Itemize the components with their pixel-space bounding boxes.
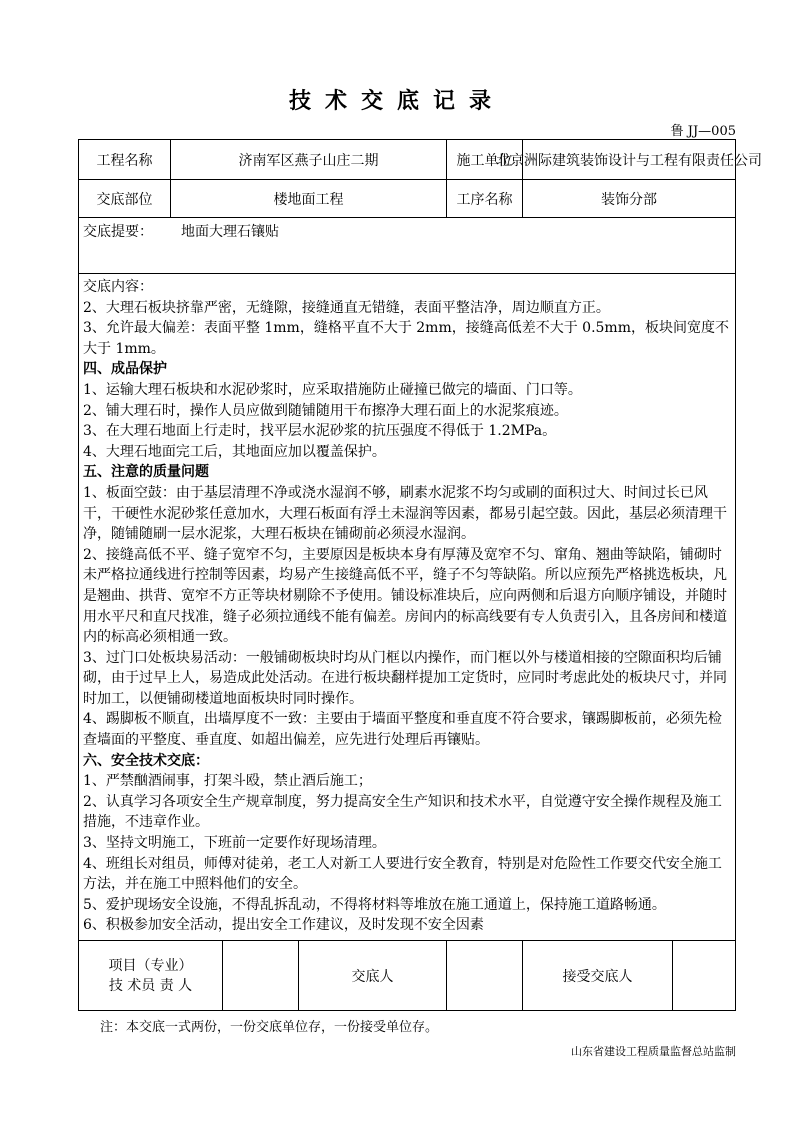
tech-lead-signature	[223, 941, 299, 1010]
content-line: 1、严禁酗酒闹事，打架斗殴，禁止酒后施工；	[83, 773, 372, 790]
receiver-label: 接受交底人	[523, 941, 673, 1010]
signature-row	[79, 940, 735, 1010]
footnote: 注：本交底一式两份，一份交底单位存，一份接受单位存。	[100, 1020, 439, 1035]
section-heading: 六、安全技术交底：	[83, 752, 209, 769]
disclosure-content	[79, 274, 735, 936]
content-line: 4、踢脚板不顺直，出墙厚度不一致：主要由于墙面平整度和垂直度不符合要求，镶踢脚板前，必须先检查墙面的平整度、垂直度、如超出偏差，应先进行处理后再镶贴。	[83, 711, 722, 749]
content-line: 3、过门口处板块易活动：一般铺砌板块时均从门框以内操作，而门框以外与楼道相接的空隙面积均后铺砌，由于过早上人，易造成此处活动。在进行板块翻样提加工定货时，应同时考虑此处的板块尺寸，并同时加工，以便铺砌楼道地面板块时同时操作。	[83, 649, 727, 707]
project-name-label: 工程名称	[79, 140, 171, 179]
part-value: 楼地面工程	[171, 180, 447, 217]
content-line: 交底内容：	[83, 279, 153, 295]
project-row	[79, 140, 762, 180]
content-line: 3、允许最大偏差：表面平整 1mm，缝格平直不大于 2mm，接缝高低差不大于 0.5mm，板块间宽度不大于 1mm。	[83, 320, 729, 357]
section-heading: 四、成品保护	[83, 361, 167, 378]
contractor-label: 施工单位	[447, 140, 523, 179]
tech-lead-label-line1: 项目（专业）	[108, 957, 193, 974]
summary-row	[79, 218, 735, 274]
process-value: 装饰分部	[601, 191, 657, 208]
tech-lead-label	[79, 941, 223, 1010]
summary-value: 地面大理石镶贴	[181, 224, 279, 240]
content-line: 4、班组长对组员，师傅对徒弟，老工人对新工人要进行安全教育，特别是对危险性工作要交代安全施工方法，并在施工中照料他们的安全。	[83, 855, 722, 893]
receiver-signature	[673, 941, 735, 1010]
process-label: 工序名称	[447, 180, 523, 217]
content-line: 2、认真学习各项安全生产规章制度，努力提高安全生产知识和技术水平，自觉遵守安全操作规程及施工措施，不违章作业。	[83, 793, 722, 831]
content-line: 2、接缝高低不平、缝子宽窄不匀，主要原因是板块本身有厚薄及宽窄不匀、窜角、翘曲等缺陷，铺砌时未严格拉通线进行控制等因素，均易产生接缝高低不平，缝子不匀等缺陷。所以应预先严格挑选板块，凡是翘曲、拱背、宽窄不方正等块材剔除不予使用。铺设标准块后，应向两侧和后退方向顺序铺设，并随时用水平尺和直尺找准，缝子必须拉通线不能有偏差。房间内的标高线要有专人负责引入，且各房间和楼道内的标高必须相通一致。	[83, 546, 727, 646]
content-line: 2、铺大理石时，操作人员应做到随铺随用干布擦净大理石面上的水泥浆痕迹。	[83, 402, 568, 419]
part-row	[79, 180, 735, 218]
content-line: 2、大理石板块挤靠严密，无缝隙，接缝通直无错缝，表面平整洁净，周边顺直方正。	[83, 299, 610, 316]
content-line: 3、在大理石地面上行走时，找平层水泥砂浆的抗压强度不得低于 1.2MPa。	[83, 423, 557, 440]
content-line: 6、积极参加安全活动，提出安全工作建议，及时发现不安全因素	[83, 917, 484, 934]
discloser-signature	[447, 941, 523, 1010]
page-title: 技术交底记录	[288, 88, 505, 114]
disclosure-table	[78, 139, 762, 1011]
discloser-label: 交底人	[299, 941, 447, 1010]
part-label: 交底部位	[79, 180, 171, 217]
contractor-value: 北京洲际建筑装饰设计与工程有限责任公司	[496, 152, 762, 169]
content-line: 1、板面空鼓：由于基层清理不净或浇水湿润不够，刷素水泥浆不均匀或刷的面积过大、时间过长已风干，干硬性水泥砂浆任意加水，大理石板面有浮土未湿润等因素，都易引起空鼓。因此，基层必须清理干净，随铺随刷一层水泥浆，大理石板块在铺砌前必须浸水湿润。	[83, 484, 727, 543]
project-name-value: 济南军区燕子山庄二期	[171, 140, 447, 179]
content-line: 5、爱护现场安全设施，不得乱拆乱动，不得将材料等堆放在施工通道上，保持施工道路畅通。	[83, 896, 666, 913]
form-number: 鲁 JJ—005	[670, 124, 736, 139]
content-line: 3、坚持文明施工，下班前一定要作好现场清理。	[83, 835, 386, 852]
content-line: 1、运输大理石板块和水泥砂浆时，应采取措施防止碰撞已做完的墙面、门口等。	[83, 381, 582, 398]
issuer-footer: 山东省建设工程质量监督总站监制	[571, 1045, 736, 1058]
tech-lead-label-line2: 技 术员 责 人	[108, 977, 193, 994]
summary-label: 交底提要：	[83, 224, 153, 240]
content-line: 4、大理石地面完工后，其地面应加以覆盖保护。	[83, 443, 386, 460]
section-heading: 五、注意的质量问题	[83, 464, 209, 481]
